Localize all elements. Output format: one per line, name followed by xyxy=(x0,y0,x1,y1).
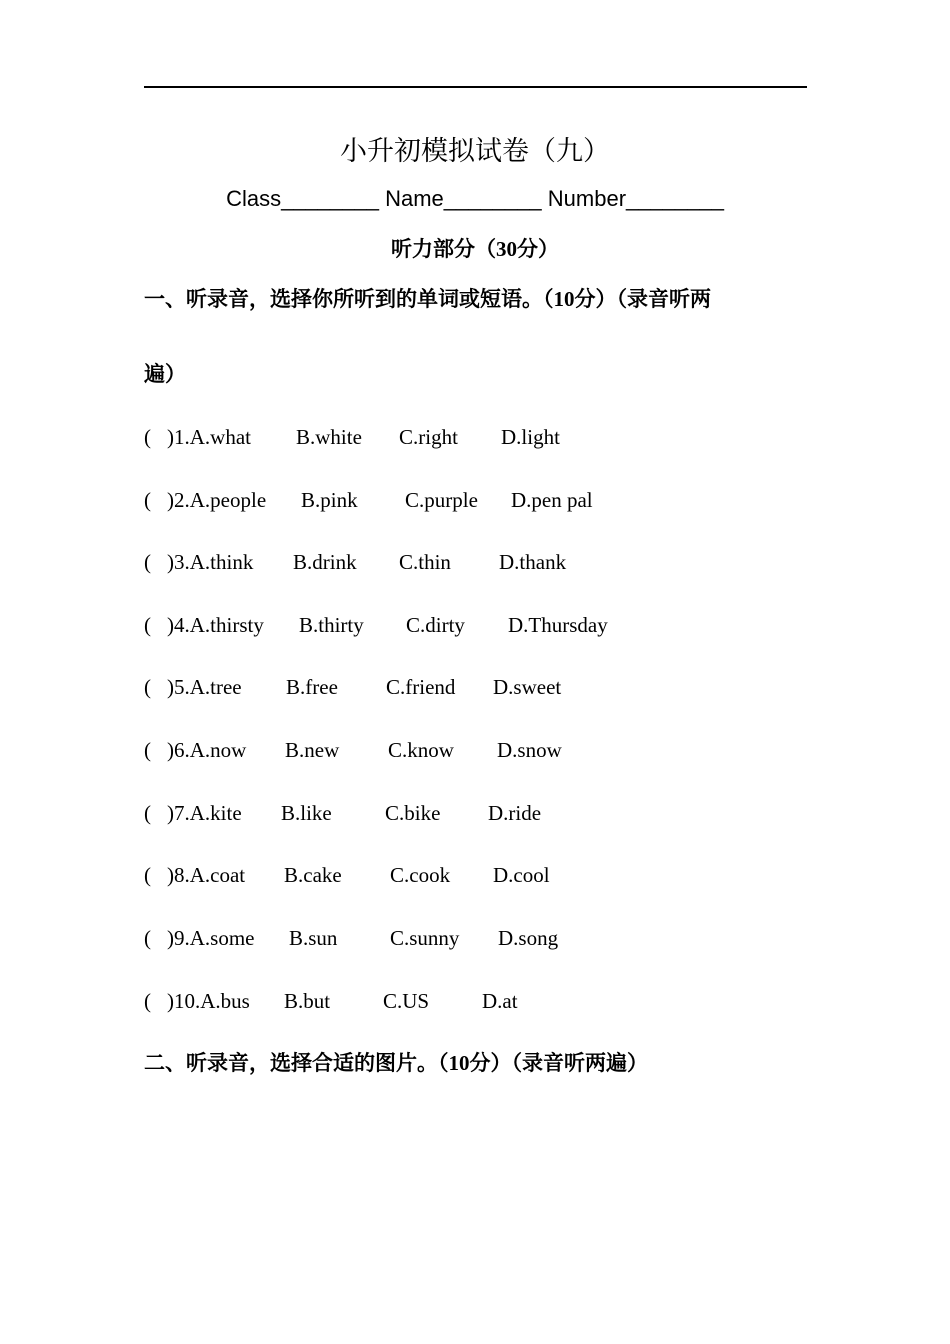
answer-bracket: ( xyxy=(144,613,151,637)
answer-bracket: ( xyxy=(144,488,151,512)
option-c: C.cook xyxy=(390,863,451,887)
answer-bracket: ( xyxy=(144,675,151,699)
option-d: D.cool xyxy=(493,863,550,887)
option-d: D.ride xyxy=(488,801,542,825)
option-a: )6.A.now xyxy=(167,738,247,762)
option-d: D.at xyxy=(482,989,518,1013)
option-a: )7.A.kite xyxy=(167,801,242,825)
option-b: B.cake xyxy=(284,863,342,887)
answer-bracket: ( xyxy=(144,550,151,574)
option-c: C.friend xyxy=(386,675,456,699)
option-d: D.snow xyxy=(497,738,562,762)
option-a: )10.A.bus xyxy=(167,989,250,1013)
option-b: B.new xyxy=(285,738,340,762)
option-c: C.right xyxy=(399,425,458,449)
option-c: C.thin xyxy=(399,550,451,574)
listening-section-title: 听力部分（30分） xyxy=(391,237,559,261)
option-d: D.song xyxy=(498,926,559,950)
option-a: )9.A.some xyxy=(167,926,255,950)
answer-bracket: ( xyxy=(144,425,151,449)
answer-bracket: ( xyxy=(144,801,151,825)
page-title: 小升初模拟试卷（九） xyxy=(340,136,610,167)
part2-heading: 二、听录音，选择合适的图片。（10分）（录音听两遍） xyxy=(144,1051,648,1075)
option-c: C.bike xyxy=(385,801,441,825)
option-d: D.sweet xyxy=(493,675,562,699)
option-d: D.Thursday xyxy=(508,613,608,637)
option-a: )8.A.coat xyxy=(167,863,246,887)
option-b: B.sun xyxy=(289,926,338,950)
option-b: B.but xyxy=(284,989,331,1013)
option-a: )1.A.what xyxy=(167,425,251,449)
answer-bracket: ( xyxy=(144,863,151,887)
class-field: Class________ xyxy=(226,186,379,211)
answer-bracket: ( xyxy=(144,926,151,950)
answer-bracket: ( xyxy=(144,989,151,1013)
answer-bracket: ( xyxy=(144,738,151,762)
option-c: C.know xyxy=(388,738,454,762)
option-b: B.free xyxy=(286,675,338,699)
number-field: Number________ xyxy=(547,186,724,211)
option-d: D.pen pal xyxy=(511,488,593,512)
option-a: )4.A.thirsty xyxy=(167,613,264,637)
part1-heading-line1: 一、听录音，选择你所听到的单词或短语。（10分）（录音听两 xyxy=(144,287,711,311)
option-a: )2.A.people xyxy=(167,488,267,512)
option-a: )5.A.tree xyxy=(167,675,242,699)
option-c: C.sunny xyxy=(390,926,460,950)
option-b: B.white xyxy=(296,425,362,449)
option-c: C.purple xyxy=(405,488,478,512)
option-d: D.thank xyxy=(499,550,567,574)
option-b: B.pink xyxy=(301,488,358,512)
option-a: )3.A.think xyxy=(167,550,254,574)
name-field: Name________ xyxy=(385,186,542,211)
option-d: D.light xyxy=(501,425,560,449)
option-b: B.drink xyxy=(293,550,357,574)
option-c: C.US xyxy=(383,989,430,1013)
student-info-line xyxy=(0,184,950,214)
option-c: C.dirty xyxy=(406,613,465,637)
option-b: B.like xyxy=(281,801,332,825)
part1-heading-line2: 遍） xyxy=(144,362,186,386)
option-b: B.thirty xyxy=(299,613,364,637)
header-rule xyxy=(144,86,807,88)
